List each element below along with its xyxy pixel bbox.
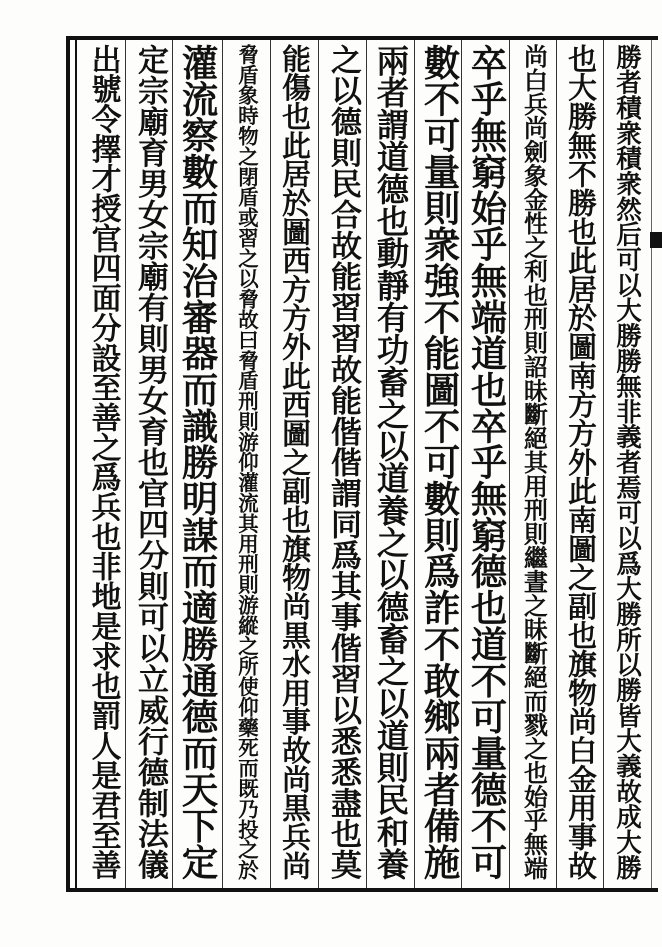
text-column-2: 也大勝無不勝也此居於圖南方方外此南圖之副也旗物尚白金用事故 [564,44,598,880]
text-column-6: 兩者謂道德也動靜有功畜之以道養之以德畜之以道則民和養 [372,44,410,880]
text-column-4: 卒乎無窮始乎無端道也卒乎無窮德也道不可量德不可 [465,44,508,880]
text-column-8: 能傷也此居於圖西方方外此西圖之副也旗物尚黒水用事故尚黒兵尚 [278,44,312,880]
text-column-7: 之以德則民合故能習習故能偕偕謂同爲其事偕習以悉悉盡也莫 [325,44,361,880]
text-column-12: 出號令擇才授官四面分設至善之爲兵也非地是求也罰人是君至善 [86,44,121,880]
text-column-3: 尚白兵尚劍象金性之利也刑則詔昧斷絕其用刑則繼晝之昧斷絕而戮之也始乎無端 [520,44,548,880]
text-column-10: 灌流察數而知治審器而識勝明謀而適勝通德而天下定 [176,44,219,880]
text-column-5: 數不可量則衆強不能圖不可數則爲詐不敢鄉兩者備施 [418,44,461,880]
text-column-1: 勝者積衆積衆然后可以大勝勝無非義者焉可以爲大勝所以勝皆大義故成大勝 [613,44,643,880]
text-column-11: 定宗廟育男女宗廟有則男女育也官四分則可以立威行德制法儀 [132,44,168,880]
text-column-9: 脅盾象時物之閉盾或習之以脅故曰脅盾刑則游仰灌流其用刑則游縱之所使仰藥死而既乃投之於 [235,44,259,880]
